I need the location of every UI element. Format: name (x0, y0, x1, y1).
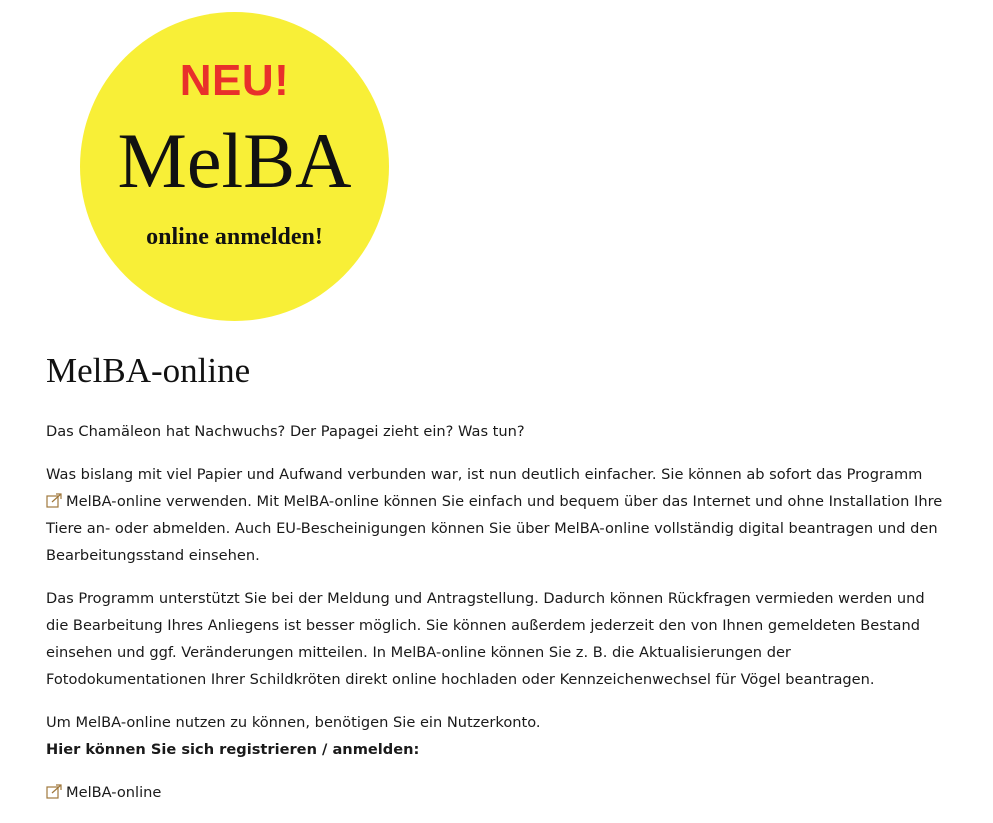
inline-link-label: MelBA-online (66, 493, 162, 510)
main-content (46, 348, 951, 822)
external-link-icon (46, 493, 63, 508)
badge-name: MelBA (117, 117, 352, 204)
account-paragraph (46, 709, 951, 763)
register-heading: Hier können Sie sich registrieren / anmelden: (46, 741, 420, 758)
description-text-after: verwenden. Mit MelBA-online können Sie einfach und bequem über das Internet und ohne Installation Ihre Tiere an- oder abmelden. Auch EU-Bescheinigungen können Sie über MelBA-online vollständig digital beantragen und den Bearbeitungsstand einsehen. (46, 493, 943, 564)
bottom-link-label: MelBA-online (66, 784, 162, 801)
melba-online-register-link[interactable] (46, 784, 161, 801)
intro-paragraph: Das Chamäleon hat Nachwuchs? Der Papagei zieht ein? Was tun? (46, 423, 525, 440)
badge-new-label: NEU! (179, 56, 290, 105)
description-paragraph (46, 461, 951, 569)
program-paragraph: Das Programm unterstützt Sie bei der Meldung und Antragstellung. Dadurch können Rückfragen vermieden werden und die Bearbeitung Ihres Anliegens ist besser möglich. Sie können außerdem jederzeit den von Ihnen gemeldeten Bestand einsehen und ggf. Veränderungen mitteilen. In MelBA-online können Sie z. B. die Aktualisierungen der Fotodokumentationen Ihrer Schildkröten direkt online hochladen oder Kennzeichenwechsel für Vögel beantragen. (46, 590, 925, 688)
account-text: Um MelBA-online nutzen zu können, benötigen Sie ein Nutzerkonto. (46, 714, 541, 731)
bottom-link-paragraph (46, 779, 951, 806)
melba-online-inline-link[interactable] (46, 493, 161, 510)
page-title: MelBA-online (46, 351, 251, 390)
melba-badge-logo (80, 12, 389, 321)
description-text-before: Was bislang mit viel Papier und Aufwand verbunden war, ist nun deutlich einfacher. Sie können ab sofort das Programm (46, 466, 923, 483)
badge-subtitle: online anmelden! (146, 224, 323, 250)
external-link-icon (46, 784, 63, 799)
